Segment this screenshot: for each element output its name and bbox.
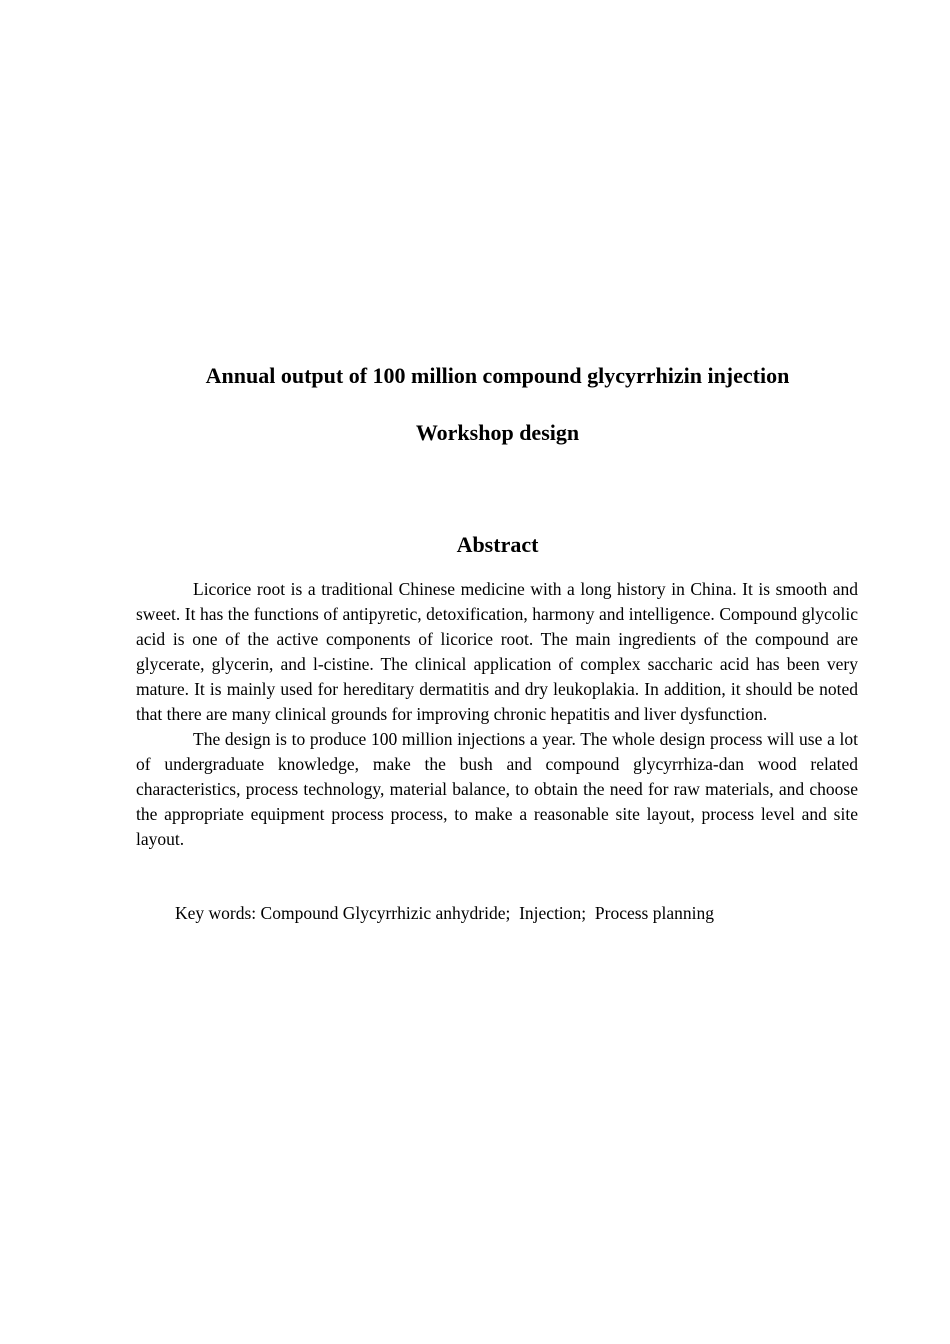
document-title-line-2: Workshop design	[415, 420, 580, 445]
abstract-paragraph-2: The design is to produce 100 million injections a year. The whole design process will use a lot of undergraduate knowledge, make the bush and compound glycyrrhiza-dan wood related characteristics, process technology, material balance, to obtain the need for raw materials, and choose the appropriate equipment process process, to make a reasonable site layout, process level and site layout.	[136, 729, 858, 849]
abstract-body	[136, 577, 858, 852]
document-title-line-1: Annual output of 100 million compound glycyrrhizin injection	[205, 363, 790, 388]
abstract-paragraph-1: Licorice root is a traditional Chinese medicine with a long history in China. It is smooth and sweet. It has the functions of antipyretic, detoxification, harmony and intelligence. Compound glycolic acid is one of the active components of licorice root. The main ingredients of the compound are glycerate, glycerin, and l-cistine. The clinical application of complex saccharic acid has been very mature. It is mainly used for hereditary dermatitis and dry leukoplakia. In addition, it should be noted that there are many clinical grounds for improving chronic hepatitis and liver dysfunction.	[136, 579, 858, 724]
keywords-text: Key words: Compound Glycyrrhizic anhydride; Injection; Process planning	[175, 903, 714, 923]
abstract-heading: Abstract	[456, 532, 539, 557]
keywords-line	[175, 901, 865, 926]
